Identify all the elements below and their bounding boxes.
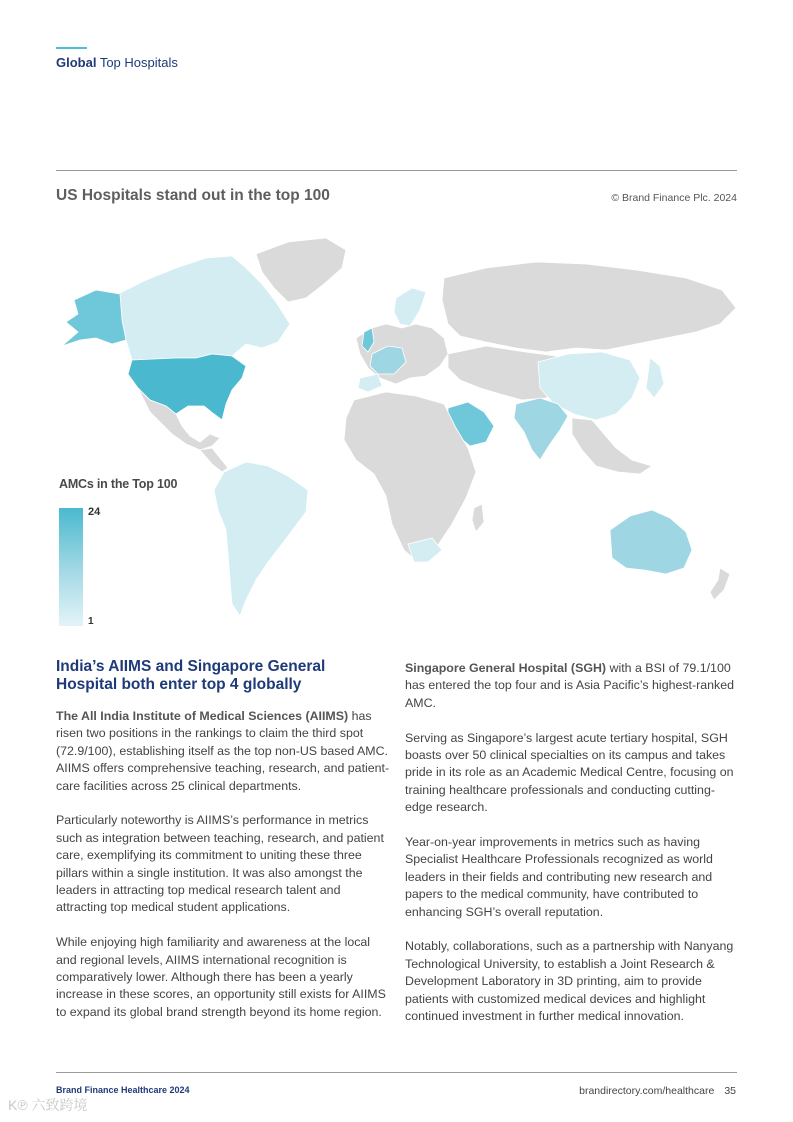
- map-southeast-asia: [572, 418, 652, 474]
- legend-max-label: 24: [88, 506, 101, 518]
- paragraph: While enjoying high familiarity and awareness at the local and regional levels, AIIMS international recognition is comparatively lower. Although there has been a yearly increase in these scores, an opportunity still exists for AIIMS to expand its global brand strength beyond its home region.: [56, 935, 386, 1019]
- map-australia: [610, 510, 692, 574]
- paragraph: Notably, collaborations, such as a partnership with Nanyang Technological University, to establish a Joint Research & Development Laboratory in 3D printing, aim to provide patients with customized medical devices and highlight continued investment in further medical innovation.: [405, 939, 734, 1024]
- map-japan: [646, 358, 664, 398]
- footer-url[interactable]: brandirectory.com/healthcare: [579, 1085, 715, 1097]
- article-subhead: India’s AIIMS and Singapore General Hospital both enter top 4 globally: [56, 658, 326, 693]
- map-alaska: [62, 290, 126, 346]
- copyright: © Brand Finance Plc. 2024: [611, 192, 737, 204]
- map-india: [514, 398, 568, 460]
- watermark: K℗ 六致跨境: [8, 1097, 88, 1113]
- paragraph: Serving as Singapore’s largest acute tertiary hospital, SGH boasts over 50 clinical specialties on its campus and takes pride in its role as an Academic Medical Centre, focusing on training healthcare professionals and conducting cutting-edge research.: [405, 730, 734, 815]
- chart-title: US Hospitals stand out in the top 100: [56, 187, 330, 204]
- header-accent-line: [56, 47, 87, 49]
- map-south-america: [214, 462, 308, 616]
- footer-publication: Brand Finance Healthcare 2024: [56, 1085, 190, 1095]
- map-usa: [128, 354, 246, 420]
- footer-right: [579, 1085, 736, 1097]
- paragraph: Year-on-year improvements in metrics such as having Specialist Healthcare Professionals recognized as world leaders in their fields and contributing new research and papers to the medical community, have contributed to enhancing SGH’s overall reputation.: [405, 835, 713, 919]
- legend-title: AMCs in the Top 100: [59, 477, 178, 491]
- legend-min-label: 1: [88, 616, 94, 627]
- paragraph: Singapore General Hospital (SGH) with a BSI of 79.1/100 has entered the top four and is Asia Pacific’s highest-ranked AMC.: [405, 661, 735, 710]
- paragraph: The All India Institute of Medical Sciences (AIIMS) has risen two positions in the rankings to claim the third spot (72.9/100), establishing itself as the top non-US based AMC. AIIMS offers comprehensive teaching, research, and patient-care facilities across 25 clinical departments.: [56, 709, 390, 793]
- map-central-america: [200, 448, 228, 472]
- map-scandinavia: [394, 288, 426, 326]
- world-map: [56, 228, 740, 628]
- page-number: 35: [724, 1085, 736, 1097]
- map-greenland: [256, 238, 346, 302]
- section-label: Global Top Hospitals: [56, 55, 178, 70]
- legend-gradient-bar: [59, 508, 83, 626]
- divider-bottom: [56, 1072, 737, 1073]
- map-spain: [358, 374, 382, 392]
- divider-top: [56, 170, 737, 171]
- map-new-zealand: [710, 568, 730, 600]
- map-russia: [442, 262, 736, 352]
- article-left-column: [56, 658, 391, 1039]
- paragraph: Particularly noteworthy is AIIMS’s performance in metrics such as integration between teaching, research, and patient care, exemplifying its commitment to uniting these three pillars within a single institution. It was also amongst the leaders in attracting top medical research talent and attracting top medical student applications.: [56, 813, 384, 915]
- map-madagascar: [472, 504, 484, 532]
- article-right-column: [405, 660, 740, 1043]
